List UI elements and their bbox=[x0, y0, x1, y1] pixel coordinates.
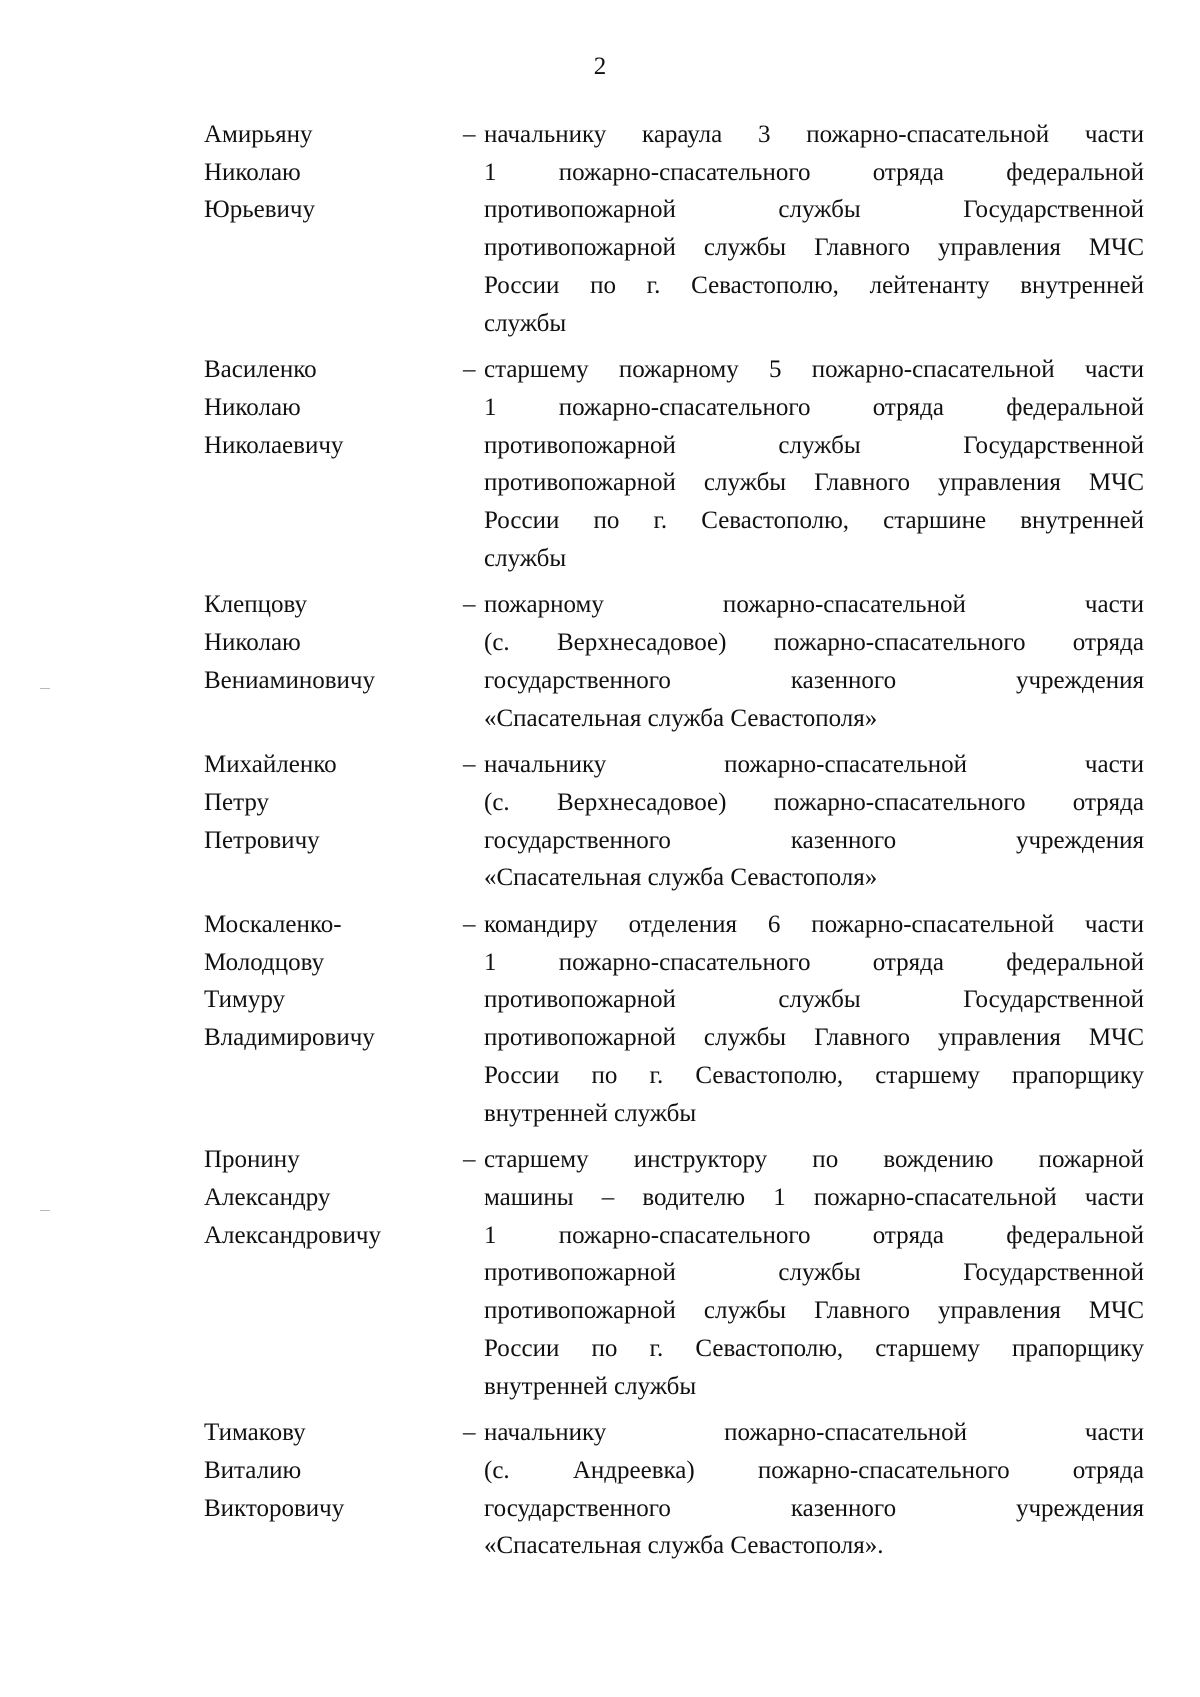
recipient-name-line: Тимуру bbox=[204, 986, 286, 1014]
award-entry bbox=[0, 116, 1200, 342]
position-description-line: начальнику пожарно-спасательной части bbox=[484, 751, 1144, 779]
position-description-line: службы bbox=[484, 309, 567, 337]
position-description-line: внутренней службы bbox=[484, 1099, 697, 1127]
position-description-line: внутренней службы bbox=[484, 1372, 697, 1400]
position-description-line: противопожарной службы Главного управления МЧС bbox=[484, 234, 1144, 262]
recipient-name-line: Петровичу bbox=[204, 826, 320, 854]
recipient-name-line: Александровичу bbox=[204, 1221, 382, 1249]
position-description bbox=[484, 351, 1144, 577]
page-number: 2 bbox=[593, 53, 607, 80]
recipient-name-line: Пронину bbox=[204, 1146, 300, 1174]
recipient-name-line: Николаю bbox=[204, 158, 301, 186]
entry-dash: – bbox=[463, 121, 476, 148]
recipient-name-line: Михайленко bbox=[204, 751, 337, 779]
award-entry bbox=[0, 906, 1200, 1132]
position-description-line: 1 пожарно-спасательного отряда федеральной bbox=[484, 948, 1144, 976]
position-description bbox=[484, 746, 1144, 897]
recipient-name bbox=[204, 746, 434, 859]
position-description-line: службы bbox=[484, 544, 567, 572]
recipient-name-line: Николаю bbox=[204, 629, 301, 657]
award-entry bbox=[0, 746, 1200, 897]
recipient-name-line: Александру bbox=[204, 1183, 331, 1211]
recipient-name-line: Василенко bbox=[204, 356, 317, 384]
entry-dash: – bbox=[463, 591, 476, 619]
scan-mark bbox=[40, 1210, 50, 1211]
recipient-name bbox=[204, 586, 434, 699]
entry-dash: – bbox=[463, 911, 476, 939]
entry-dash: – bbox=[463, 356, 476, 384]
recipient-name-line: Петру bbox=[204, 788, 270, 816]
recipient-name bbox=[204, 116, 434, 229]
position-description-line: начальнику караула 3 пожарно-спасательной части bbox=[484, 121, 1144, 148]
position-description-line: государственного казенного учреждения bbox=[484, 1494, 1144, 1522]
position-description-line: противопожарной службы Главного управления МЧС bbox=[484, 1297, 1144, 1325]
recipient-name-line: Клепцову bbox=[204, 591, 307, 619]
position-description-line: (с. Верхнесадовое) пожарно-спасательного отряда bbox=[484, 629, 1144, 657]
position-description-line: начальнику пожарно-спасательной части bbox=[484, 1419, 1144, 1447]
position-description-line: старшему пожарному 5 пожарно-спасательной части bbox=[484, 356, 1144, 384]
position-description-line: противопожарной службы Государственной bbox=[484, 431, 1144, 459]
award-entry bbox=[0, 351, 1200, 577]
recipient-name-line: Вениаминовичу bbox=[204, 666, 375, 694]
position-description-line: противопожарной службы Государственной bbox=[484, 196, 1144, 224]
recipient-name bbox=[204, 906, 434, 1057]
position-description-line: 1 пожарно-спасательного отряда федеральной bbox=[484, 393, 1144, 421]
position-description-line: государственного казенного учреждения bbox=[484, 666, 1144, 694]
scan-mark bbox=[40, 688, 50, 689]
entry-dash: – bbox=[463, 751, 476, 779]
position-description-line: «Спасательная служба Севастополя» bbox=[484, 704, 878, 732]
position-description-line: России по г. Севастополю, старшему прапорщику bbox=[484, 1061, 1144, 1089]
recipient-name-line: Москаленко- bbox=[204, 911, 342, 939]
position-description-line: командиру отделения 6 пожарно-спасательной части bbox=[484, 911, 1144, 939]
position-description-line: «Спасательная служба Севастополя» bbox=[484, 864, 878, 892]
recipient-name bbox=[204, 351, 434, 464]
award-entry bbox=[0, 586, 1200, 737]
position-description-line: противопожарной службы Государственной bbox=[484, 986, 1144, 1014]
position-description-line: машины – водителю 1 пожарно-спасательной части bbox=[484, 1183, 1144, 1211]
position-description-line: России по г. Севастополю, лейтенанту внутренней bbox=[484, 271, 1144, 299]
position-description-line: (с. Верхнесадовое) пожарно-спасательного отряда bbox=[484, 788, 1144, 816]
entry-dash: – bbox=[463, 1419, 476, 1447]
recipient-name bbox=[204, 1141, 434, 1254]
position-description-line: 1 пожарно-спасательного отряда федеральной bbox=[484, 158, 1144, 186]
position-description-line: противопожарной службы Государственной bbox=[484, 1259, 1144, 1287]
recipient-name-line: Викторовичу bbox=[204, 1494, 345, 1522]
position-description bbox=[484, 1141, 1144, 1405]
position-description-line: России по г. Севастополю, старшему прапорщику bbox=[484, 1334, 1144, 1362]
recipient-name-line: Амирьяну bbox=[204, 121, 313, 148]
entry-dash: – bbox=[463, 1146, 476, 1174]
recipient-name-line: Николаевичу bbox=[204, 431, 344, 459]
position-description-line: 1 пожарно-спасательного отряда федеральной bbox=[484, 1221, 1144, 1249]
position-description bbox=[484, 1414, 1144, 1565]
position-description bbox=[484, 586, 1144, 737]
position-description-line: «Спасательная служба Севастополя». bbox=[484, 1532, 884, 1560]
position-description-line: (с. Андреевка) пожарно-спасательного отряда bbox=[484, 1456, 1144, 1484]
recipient-name-line: Юрьевичу bbox=[204, 196, 315, 224]
award-list bbox=[0, 116, 1200, 1574]
recipient-name-line: Тимакову bbox=[204, 1419, 306, 1447]
position-description-line: противопожарной службы Главного управления МЧС bbox=[484, 1024, 1144, 1052]
position-description-line: старшему инструктору по вождению пожарной bbox=[484, 1146, 1144, 1174]
position-description bbox=[484, 116, 1144, 342]
award-entry bbox=[0, 1414, 1200, 1565]
recipient-name-line: Николаю bbox=[204, 393, 301, 421]
position-description-line: пожарному пожарно-спасательной части bbox=[484, 591, 1144, 619]
recipient-name-line: Владимировичу bbox=[204, 1024, 375, 1052]
recipient-name-line: Виталию bbox=[204, 1456, 302, 1484]
award-entry bbox=[0, 1141, 1200, 1405]
position-description-line: противопожарной службы Главного управления МЧС bbox=[484, 469, 1144, 497]
recipient-name-line: Молодцову bbox=[204, 948, 325, 976]
recipient-name bbox=[204, 1414, 434, 1527]
position-description-line: государственного казенного учреждения bbox=[484, 826, 1144, 854]
position-description bbox=[484, 906, 1144, 1132]
position-description-line: России по г. Севастополю, старшине внутренней bbox=[484, 507, 1144, 535]
